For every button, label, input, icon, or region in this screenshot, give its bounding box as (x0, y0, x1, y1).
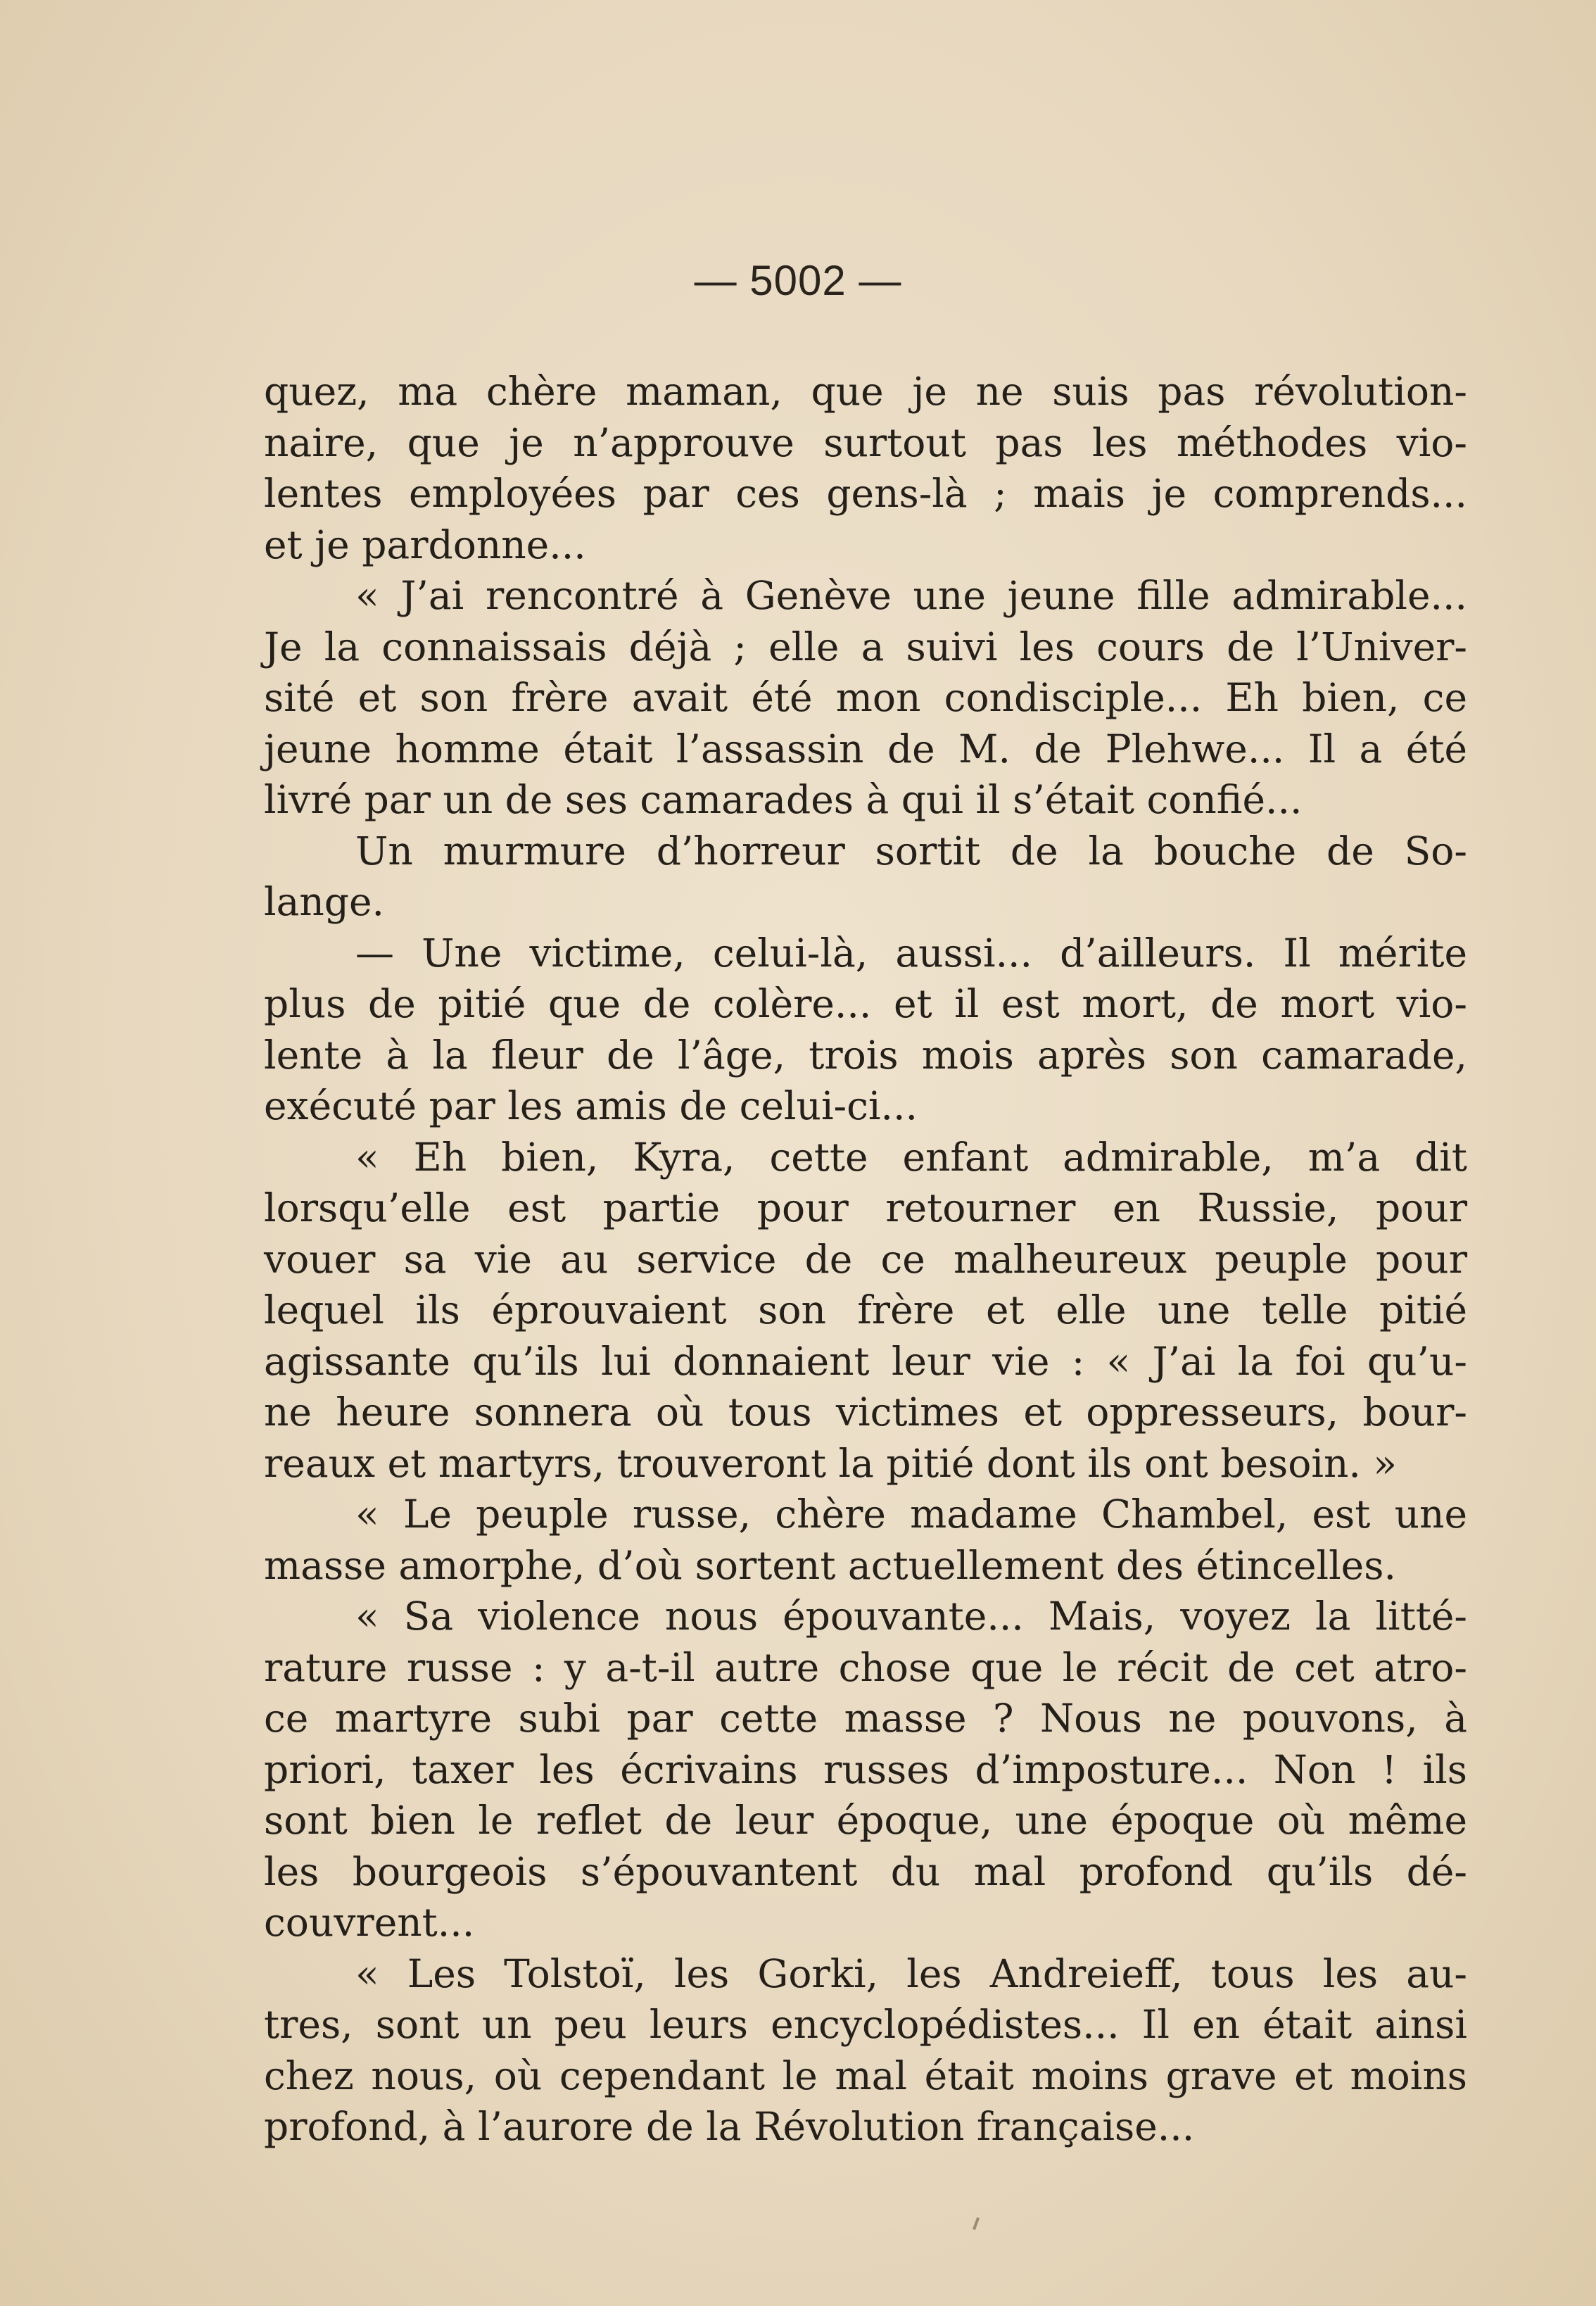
text-line: vouer sa vie au service de ce malheureux peuple pour (264, 1236, 1467, 1282)
text-line: couvrent... (264, 1900, 475, 1945)
text-line: « Sa violence nous épouvante... Mais, voyez la litté- (355, 1594, 1467, 1639)
paper-speck (973, 2217, 980, 2230)
text-line: plus de pitié que de colère... et il est mort, de mort vio- (264, 981, 1467, 1026)
text-line: « Eh bien, Kyra, cette enfant admirable, m’a dit (355, 1134, 1467, 1180)
text-line: — Une victime, celui-là, aussi... d’ailleurs. Il mérite (355, 930, 1467, 976)
body-text (264, 366, 1467, 2153)
text-line: masse amorphe, d’où sortent actuellement des étincelles. (264, 1542, 1396, 1588)
text-line: lente à la fleur de l’âge, trois mois après son camarade, (264, 1032, 1467, 1078)
text-line: ne heure sonnera où tous victimes et oppresseurs, bour- (264, 1390, 1467, 1435)
text-line: naire, que je n’approuve surtout pas les méthodes vio- (264, 420, 1467, 465)
text-line: « Les Tolstoï, les Gorki, les Andreieff, tous les au- (355, 1951, 1467, 1996)
page-number: — 5002 — (694, 257, 902, 304)
text-line: quez, ma chère maman, que je ne suis pas révolution- (264, 369, 1467, 414)
text-line: lentes employées par ces gens-là ; mais je comprends... (264, 471, 1467, 516)
text-line: priori, taxer les écrivains russes d’imposture... Non ! ils (264, 1746, 1467, 1792)
text-line: exécuté par les amis de celui-ci... (264, 1083, 918, 1128)
text-line: les bourgeois s’épouvantent du mal profond qu’ils dé- (264, 1848, 1467, 1894)
text-line: Je la connaissais déjà ; elle a suivi les cours de l’Univer- (264, 624, 1467, 669)
text-line: sont bien le reflet de leur époque, une époque où même (264, 1798, 1467, 1843)
text-line: lorsqu’elle est partie pour retourner en Russie, pour (264, 1185, 1467, 1230)
text-line: rature russe : y a-t-il autre chose que le récit de cet atro- (264, 1644, 1467, 1690)
text-line: profond, à l’aurore de la Révolution française... (264, 2104, 1195, 2149)
text-line: Un murmure d’horreur sortit de la bouche de So- (355, 828, 1467, 874)
text-line: agissante qu’ils lui donnaient leur vie : « J’ai la foi qu’u- (264, 1338, 1467, 1384)
text-line: chez nous, où cependant le mal était moins grave et moins (264, 2053, 1467, 2098)
text-line: « Le peuple russe, chère madame Chambel, est une (355, 1492, 1467, 1537)
text-line: sité et son frère avait été mon condisciple... Eh bien, ce (264, 675, 1467, 720)
text-line: lange. (264, 879, 385, 924)
text-line: lequel ils éprouvaient son frère et elle une telle pitié (264, 1287, 1467, 1332)
text-line: et je pardonne... (264, 522, 586, 567)
text-line: livré par un de ses camarades à qui il s’était confié... (264, 777, 1303, 822)
text-line: ce martyre subi par cette masse ? Nous ne pouvons, à (264, 1696, 1467, 1741)
text-line: reaux et martyrs, trouveront la pitié dont ils ont besoin. » (264, 1440, 1397, 1486)
text-line: « J’ai rencontré à Genève une jeune fille admirable... (355, 573, 1467, 618)
text-line: tres, sont un peu leurs encyclopédistes... Il en était ainsi (264, 2002, 1467, 2047)
text-line: jeune homme était l’assassin de M. de Plehwe... Il a été (264, 726, 1467, 771)
